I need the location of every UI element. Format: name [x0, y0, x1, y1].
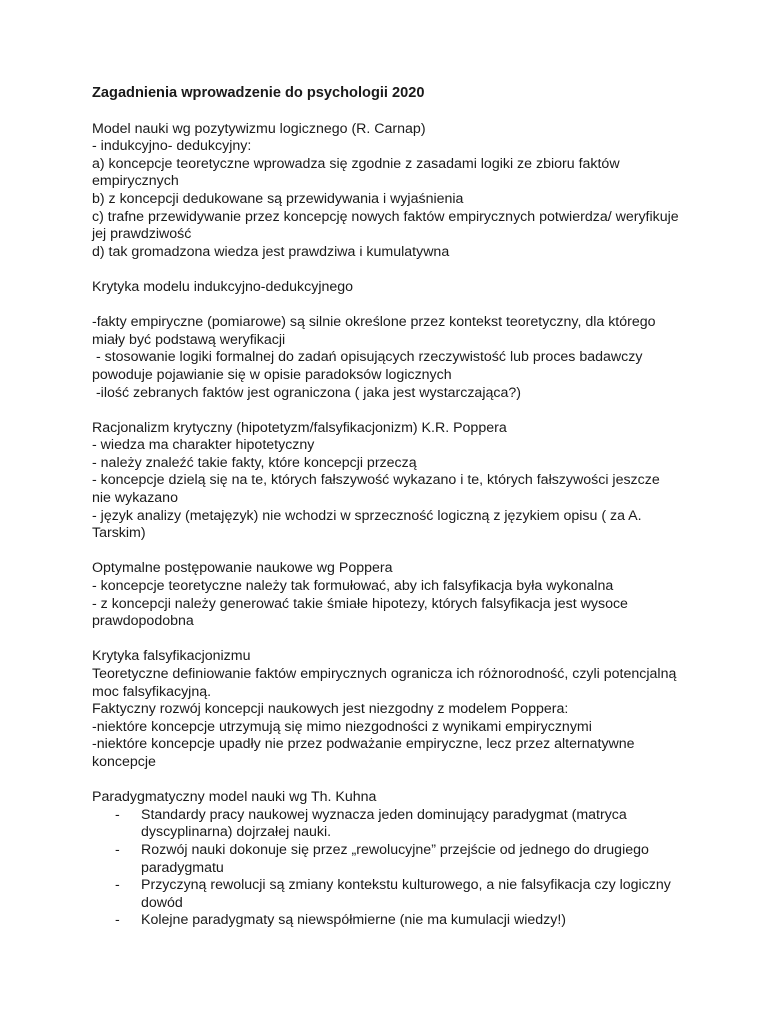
text-line: a) koncepcje teoretyczne wprowadza się zgodnie z zasadami logiki ze zbioru faktów empirycznych [92, 155, 620, 190]
list-bullet: - [115, 841, 120, 858]
section-heading: Model nauki wg pozytywizmu logicznego (R. Carnap) [92, 120, 426, 137]
text-line: -niektóre koncepcje upadły nie przez podważanie empiryczne, lecz przez alternatywne koncepcje [92, 736, 635, 770]
list-item-text: Rozwój nauki dokonuje się przez „rewolucyjne” przejście od jednego do drugiego paradygmatu [141, 841, 649, 876]
text-line: c) trafne przewidywanie przez koncepcję nowych faktów empirycznych potwierdza/ weryfikuje jej prawdziwość [92, 208, 679, 243]
kuhn-list [92, 807, 682, 930]
list-item [92, 842, 682, 877]
text-line: - koncepcje dzielą się na te, których fałszywość wykazano i te, których fałszywości jeszcze nie wykazano [92, 472, 660, 507]
text-line: - indukcyjno- dedukcyjny: [92, 138, 252, 155]
list-bullet: - [115, 912, 120, 929]
document-title: Zagadnienia wprowadzenie do psychologii 2020 [92, 85, 425, 101]
text-line: - język analizy (metajęzyk) nie wchodzi w sprzeczność logiczną z językiem opisu ( za A. Tarskim) [92, 507, 642, 542]
text-line: - stosowanie logiki formalnej do zadań opisujących rzeczywistość lub proces badawczy powoduje pojawianie się w opisie paradoksów logicznych [92, 349, 647, 383]
list-item-text: Kolejne paradygmaty są niewspółmierne (nie ma kumulacji wiedzy!) [141, 912, 567, 929]
list-bullet: - [115, 877, 120, 894]
list-item-text: Przyczyną rewolucji są zmiany kontekstu kulturowego, a nie falsyfikacja czy logiczny dowód [141, 877, 671, 911]
text-line: Teoretyczne definiowanie faktów empirycznych ogranicza ich różnorodność, czyli potencjalną moc falsyfikacyjną. [92, 666, 677, 700]
section-popper-procedure [92, 560, 682, 630]
text-line: b) z koncepcji dedukowane są przewidywania i wyjaśnienia [92, 190, 464, 207]
text-line: - wiedza ma charakter hipotetyczny [92, 437, 315, 454]
text-line: - z koncepcji należy generować takie śmiałe hipotezy, których falsyfikacja jest wysoce prawdopodobna [92, 595, 628, 630]
section-heading: Optymalne postępowanie naukowe wg Poppera [92, 560, 393, 577]
section-heading: Krytyka falsyfikacjonizmu [92, 648, 251, 665]
document-page [92, 85, 682, 948]
section-kuhn [92, 789, 682, 930]
section-critique-heading [92, 279, 682, 297]
section-carnap [92, 121, 682, 262]
section-heading: Racjonalizm krytyczny (hipotetyzm/falsyfikacjonizm) K.R. Poppera [92, 419, 507, 436]
list-item [92, 877, 682, 912]
section-falsification-critique [92, 648, 682, 771]
text-line: -ilość zebranych faktów jest ograniczona ( jaka jest wystarczająca?) [92, 384, 521, 401]
section-critique-points [92, 314, 682, 402]
text-line: d) tak gromadzona wiedza jest prawdziwa i kumulatywna [92, 243, 450, 260]
section-heading: Krytyka modelu indukcyjno-dedukcyjnego [92, 278, 354, 295]
list-item [92, 912, 682, 930]
text-line: - należy znaleźć takie fakty, które koncepcji przeczą [92, 454, 417, 471]
text-line: Faktyczny rozwój koncepcji naukowych jest niezgodny z modelem Poppera: [92, 701, 569, 718]
list-item-text: Standardy pracy naukowej wyznacza jeden dominujący paradygmat (matryca dyscyplinarna) dojrzałej nauki. [141, 806, 627, 841]
list-item [92, 807, 682, 842]
section-heading: Paradygmatyczny model nauki wg Th. Kuhna [92, 789, 377, 806]
section-popper [92, 420, 682, 543]
list-bullet: - [115, 806, 120, 823]
text-line: -niektóre koncepcje utrzymują się mimo niezgodności z wynikami empirycznymi [92, 718, 592, 735]
text-line: -fakty empiryczne (pomiarowe) są silnie określone przez kontekst teoretyczny, dla którego miały być podstawą weryfikacji [92, 314, 656, 348]
text-line: - koncepcje teoretyczne należy tak formułować, aby ich falsyfikacja była wykonalna [92, 578, 614, 595]
